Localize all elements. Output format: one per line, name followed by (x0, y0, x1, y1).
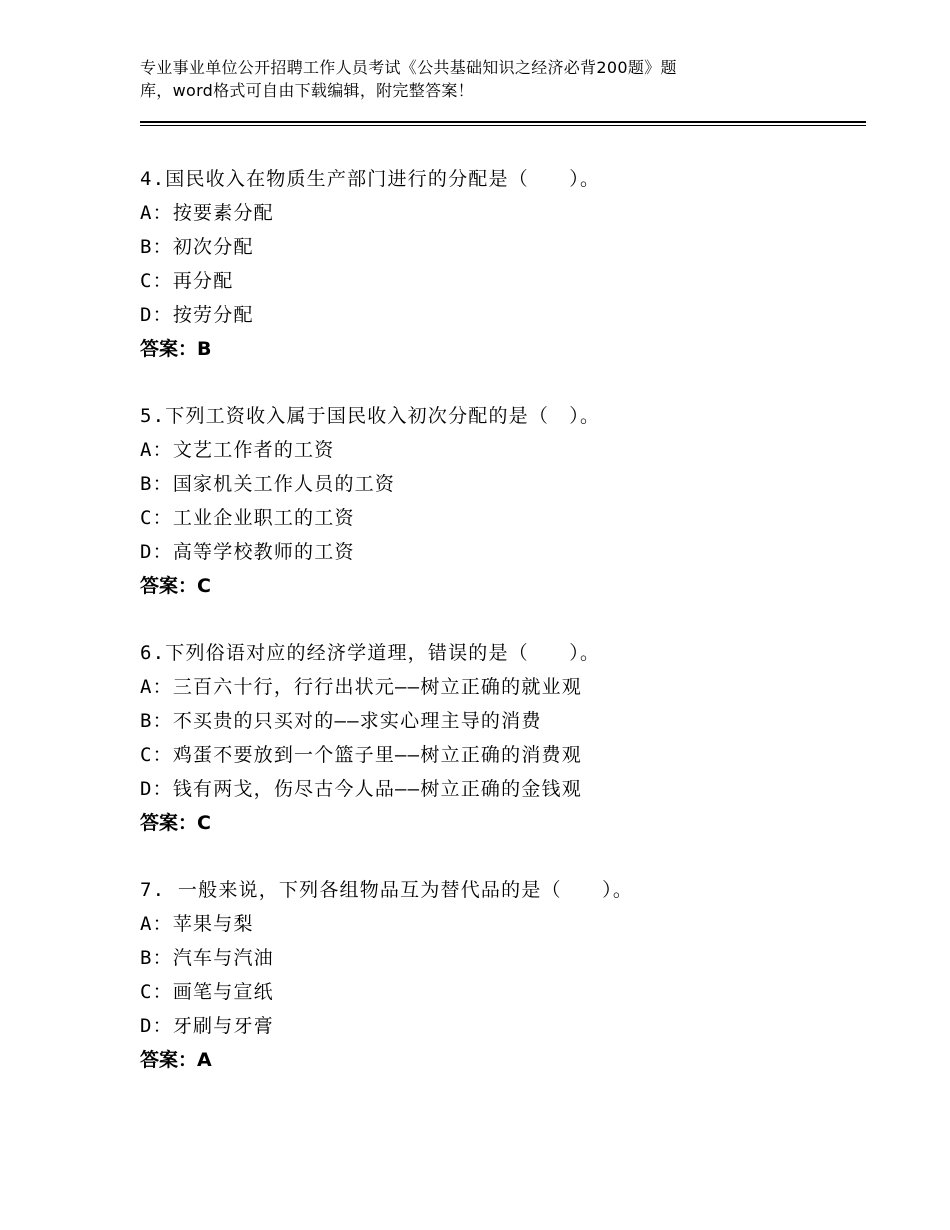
header-divider-thick (140, 121, 866, 123)
option-c: C：再分配 (140, 270, 234, 292)
option-d: D：高等学校教师的工资 (140, 541, 355, 563)
option-a: A：按要素分配 (140, 202, 274, 224)
answer-label: 答案：B (140, 338, 212, 360)
question-block (140, 162, 866, 366)
option-d: D：牙刷与牙膏 (140, 1015, 274, 1037)
answer-label: 答案：C (140, 575, 211, 597)
question-text: 4.国民收入在物质生产部门进行的分配是（ ）。 (140, 168, 601, 190)
option-c: C：工业企业职工的工资 (140, 507, 355, 529)
question-text: 5.下列工资收入属于国民收入初次分配的是（ ）。 (140, 405, 601, 427)
question-list (140, 162, 866, 1110)
option-b: B：汽车与汽油 (140, 947, 274, 969)
header-line-2: 库，word格式可自由下载编辑，附完整答案！ (140, 81, 474, 100)
question-block (140, 873, 866, 1077)
option-a: A：苹果与梨 (140, 913, 254, 935)
document-header (140, 56, 780, 102)
question-text: 6.下列俗语对应的经济学道理，错误的是（ ）。 (140, 642, 601, 664)
answer-label: 答案：A (140, 1049, 212, 1071)
option-c: C：鸡蛋不要放到一个篮子里——树立正确的消费观 (140, 744, 582, 766)
option-b: B：初次分配 (140, 236, 254, 258)
option-b: B：不买贵的只买对的——求实心理主导的消费 (140, 710, 542, 732)
option-a: A：文艺工作者的工资 (140, 439, 335, 461)
answer-label: 答案：C (140, 812, 211, 834)
option-a: A：三百六十行，行行出状元——树立正确的就业观 (140, 676, 582, 698)
option-c: C：画笔与宣纸 (140, 981, 274, 1003)
option-d: D：按劳分配 (140, 304, 254, 326)
option-d: D：钱有两戈，伤尽古今人品——树立正确的金钱观 (140, 778, 582, 800)
option-b: B：国家机关工作人员的工资 (140, 473, 396, 495)
header-line-1: 专业事业单位公开招聘工作人员考试《公共基础知识之经济必背200题》题 (140, 58, 677, 77)
question-block (140, 636, 866, 840)
question-text: 7. 一般来说，下列各组物品互为替代品的是（ ）。 (140, 879, 634, 901)
question-block (140, 399, 866, 603)
header-divider-thin (140, 125, 866, 126)
